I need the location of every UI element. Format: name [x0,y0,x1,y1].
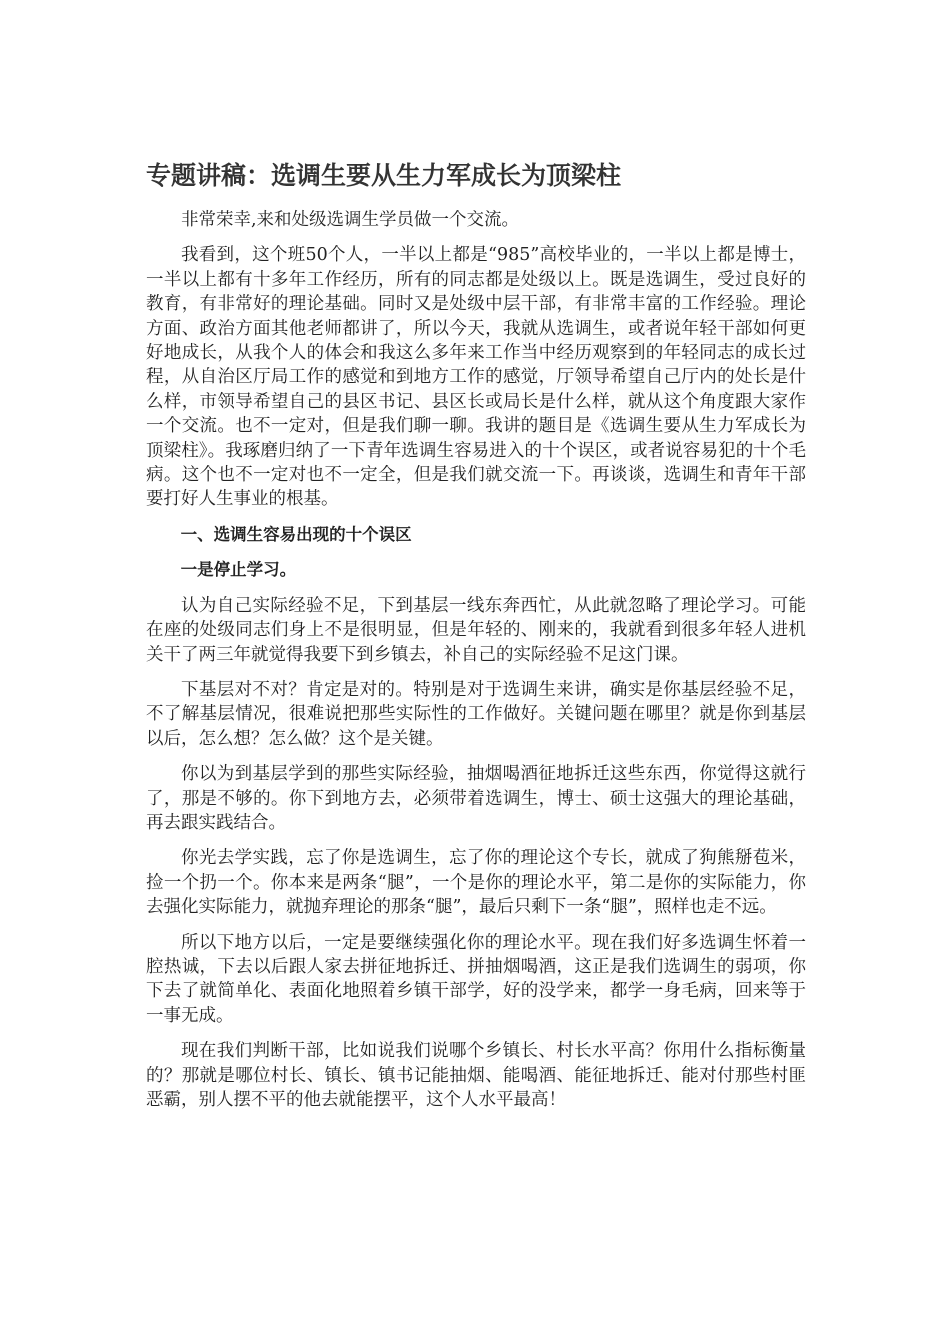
body-paragraph: 所以下地方以后，一定是要继续强化你的理论水平。现在我们好多选调生怀着一腔热诚，下去以后跟人家去拼征地拆迁、拼抽烟喝酒，这正是我们选调生的弱项，你下去了就简单化、表面化地照着乡镇干部学，好的没学来，都学一身毛病，回来等于一事无成。 [146,932,806,1026]
subsection-heading: 一是停止学习。 [180,560,297,580]
section-heading: 一、选调生容易出现的十个误区 [180,524,412,544]
intro-paragraph: 非常荣幸,来和处级选调生学员做一个交流。 [181,210,520,230]
body-paragraph: 现在我们判断干部，比如说我们说哪个乡镇长、村长水平高？你用什么指标衡量的？那就是哪位村长、镇长、镇书记能抽烟、能喝酒、能征地拆迁、能对付那些村匪恶霸，别人摆不平的他去就能摆平，这个人水平最高！ [146,1041,806,1110]
document-title: 专题讲稿：选调生要从生力军成长为顶梁柱 [146,161,622,190]
body-paragraph: 你光去学实践，忘了你是选调生，忘了你的理论这个专长，就成了狗熊掰苞米，捡一个扔一个。你本来是两条“腿”，一个是你的理论水平，第二是你的实际能力，你去强化实际能力，就抛弃理论的那条“腿”，最后只剩下一条“腿”，照样也走不远。 [146,848,806,918]
body-paragraph: 你以为到基层学到的那些实际经验，抽烟喝酒征地拆迁这些东西，你觉得这就行了，那是不够的。你下到地方去，必须带着选调生，博士、硕士这强大的理论基础，再去跟实践结合。 [146,764,806,833]
body-paragraph: 认为自己实际经验不足，下到基层一线东奔西忙，从此就忽略了理论学习。可能在座的处级同志们身上不是很明显，但是年轻的、刚来的，我就看到很多年轻人进机关干了两三年就觉得我要下到乡镇去，补自己的实际经验不足这门课。 [146,595,806,665]
document-page [146,158,806,1123]
body-paragraph: 下基层对不对？肯定是对的。特别是对于选调生来讲，确实是你基层经验不足，不了解基层情况，很难说把那些实际性的工作做好。关键问题在哪里？就是你到基层以后，怎么想？怎么做？这个是关键。 [146,679,806,749]
body-paragraph: 我看到，这个班50个人，一半以上都是“985”高校毕业的，一半以上都是博士，一半以上都有十多年工作经历，所有的同志都是处级以上。既是选调生，受过良好的教育，有非常好的理论基础。同时又是处级中层干部，有非常丰富的工作经验。理论方面、政治方面其他老师都讲了，所以今天，我就从选调生，或者说年轻干部如何更好地成长，从我个人的体会和我这么多年来工作当中经历观察到的年轻同志的成长过程，从自治区厅局工作的感觉和到地方工作的感觉，厅领导希望自己厅内的处长是什么样，市领导希望自己的县区书记、县区长或局长是什么样，就从这个角度跟大家作一个交流。也不一定对，但是我们聊一聊。我讲的题目是《选调生要从生力军成长为顶梁柱》。我琢磨归纳了一下青年选调生容易进入的十个误区，或者说容易犯的十个毛病。这个也不一定对也不一定全，但是我们就交流一下。再谈谈，选调生和青年干部要打好人生事业的根基。 [146,245,806,510]
